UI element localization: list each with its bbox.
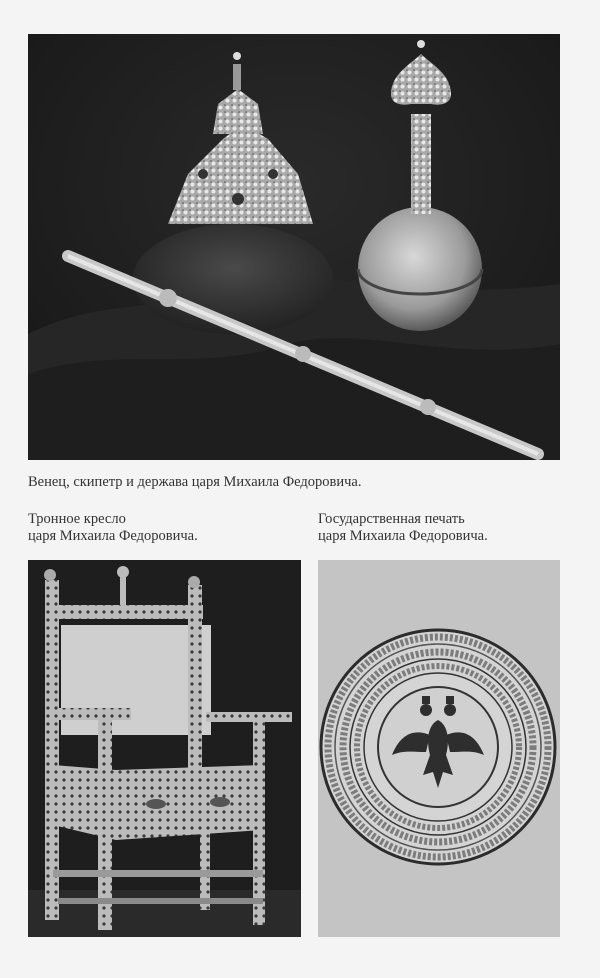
caption-line-2: царя Михаила Федоровича. [318, 528, 488, 544]
regalia-caption [28, 474, 362, 491]
seal-caption [318, 511, 488, 545]
caption-line-1: Тронное кресло [28, 511, 126, 527]
caption-text: Венец, скипетр и держава царя Михаила Федоровича. [28, 474, 362, 490]
seal-photo [318, 560, 560, 937]
throne-photo [28, 560, 301, 937]
state-seal [321, 630, 555, 864]
regalia-photo [28, 34, 560, 460]
throne-caption [28, 511, 198, 545]
caption-line-2: царя Михаила Федоровича. [28, 528, 198, 544]
caption-line-1: Государственная печать [318, 511, 465, 527]
